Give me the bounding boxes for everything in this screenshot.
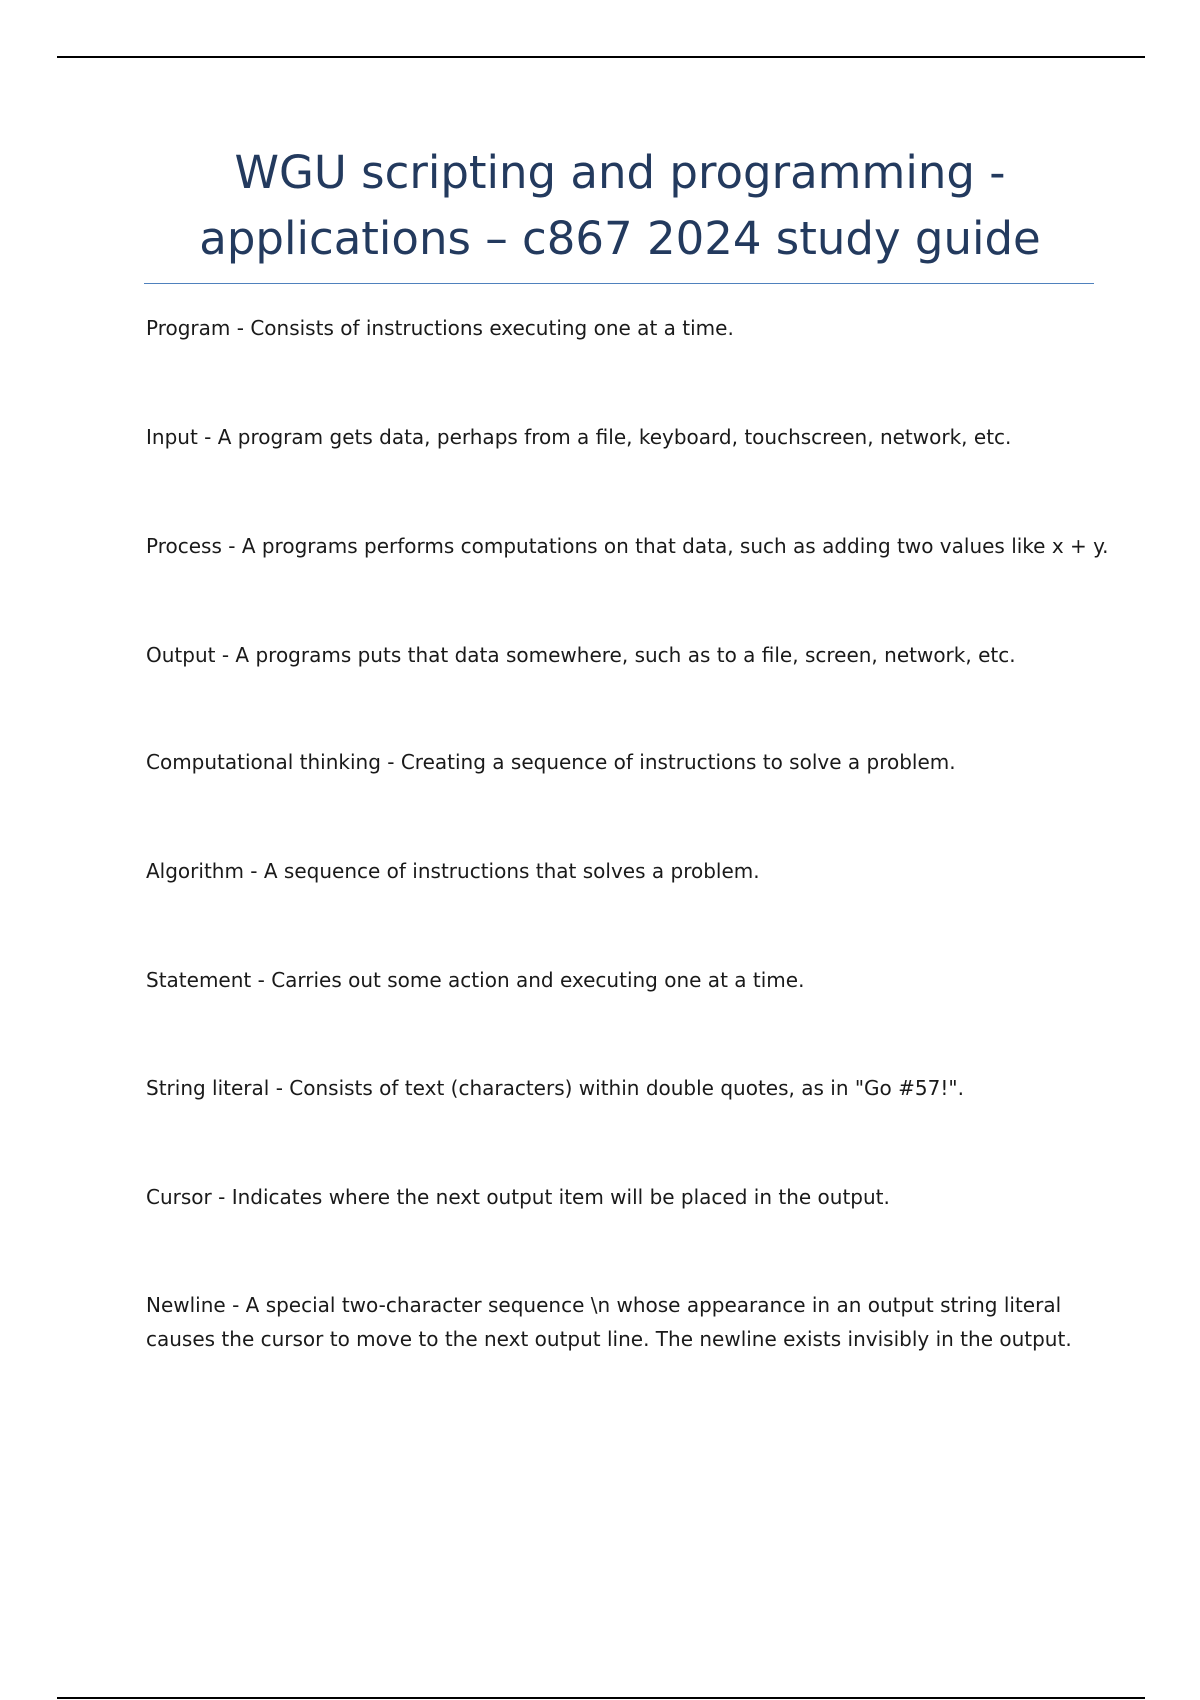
entry-term: Computational thinking [146, 750, 381, 774]
entry-algorithm [146, 854, 1086, 888]
title-line-1: WGU scripting and programming - [234, 146, 1006, 199]
entry-term: Output [146, 643, 216, 667]
entry-definition-line-1 [146, 1288, 1086, 1322]
entry-term: Statement [146, 968, 252, 992]
entry-definition: Consists of text (characters) within double quotes, as in "Go #57!". [289, 1076, 964, 1100]
entry-separator: - [225, 1293, 246, 1317]
entry-output [146, 638, 1086, 672]
page-top-rule [57, 56, 1145, 58]
entry-string-literal [146, 1071, 1086, 1105]
entry-process [146, 529, 1109, 563]
entry-term: Process [146, 534, 222, 558]
entry-definition: Creating a sequence of instructions to solve a problem. [400, 750, 956, 774]
entry-program [146, 311, 1086, 345]
entry-term: String literal [146, 1076, 270, 1100]
entry-definition: Carries out some action and executing one at a time. [271, 968, 805, 992]
page-bottom-rule [57, 1697, 1145, 1699]
entry-separator: - [221, 534, 242, 558]
entry-separator: - [215, 643, 236, 667]
title-line-2: applications – c867 2024 study guide [199, 212, 1041, 265]
entry-definition: A programs puts that data somewhere, such as to a file, screen, network, etc. [235, 643, 1016, 667]
entry-separator: - [243, 859, 264, 883]
entry-definition: A special two-character sequence \n whose appearance in an output string literal [245, 1293, 1062, 1317]
entry-newline [146, 1288, 1086, 1356]
entry-statement [146, 963, 1086, 997]
entry-input [146, 420, 1086, 454]
entry-definition-line-2: causes the cursor to move to the next output line. The newline exists invisibly in the output. [146, 1327, 1072, 1351]
title-underline [144, 283, 1094, 284]
entry-term: Program [146, 316, 231, 340]
entry-computational-thinking [146, 745, 1086, 779]
entry-separator: - [251, 968, 272, 992]
entry-term: Newline [146, 1293, 226, 1317]
entry-separator: - [211, 1185, 232, 1209]
entry-cursor [146, 1180, 1086, 1214]
entry-term: Input [146, 425, 198, 449]
document-title [145, 140, 1095, 272]
entry-definition: Consists of instructions executing one at a time. [250, 316, 734, 340]
entry-separator: - [197, 425, 218, 449]
entry-definition: A program gets data, perhaps from a file, keyboard, touchscreen, network, etc. [217, 425, 1012, 449]
entry-separator: - [269, 1076, 290, 1100]
entry-separator: - [380, 750, 401, 774]
entry-term: Algorithm [146, 859, 244, 883]
entry-definition: Indicates where the next output item will be placed in the output. [231, 1185, 890, 1209]
entry-term: Cursor [146, 1185, 212, 1209]
entry-definition: A sequence of instructions that solves a problem. [263, 859, 760, 883]
entry-definition: A programs performs computations on that data, such as adding two values like x + y. [241, 534, 1109, 558]
entry-separator: - [230, 316, 251, 340]
